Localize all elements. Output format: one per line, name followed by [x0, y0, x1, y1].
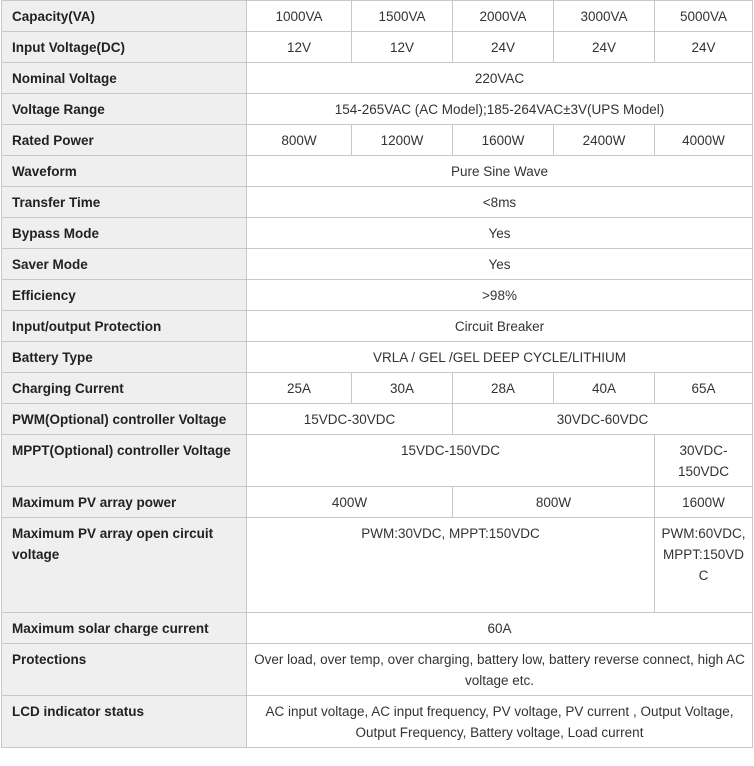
value-mppt-controller-2: 30VDC-150VDC: [655, 435, 753, 487]
value-capacity-1: 1000VA: [247, 1, 352, 32]
value-battery-type: VRLA / GEL /GEL DEEP CYCLE/LITHIUM: [247, 342, 753, 373]
value-charging-current-3: 28A: [453, 373, 554, 404]
label-mppt-controller: MPPT(Optional) controller Voltage: [2, 435, 247, 487]
row-max-pv-voc: [2, 518, 753, 613]
row-capacity: [2, 1, 753, 32]
row-saver-mode: [2, 249, 753, 280]
label-max-pv-voc: Maximum PV array open circuit voltage: [2, 518, 247, 613]
value-input-voltage-2: 12V: [352, 32, 453, 63]
value-max-pv-power-1: 400W: [247, 487, 453, 518]
value-rated-power-3: 1600W: [453, 125, 554, 156]
value-charging-current-4: 40A: [554, 373, 655, 404]
value-max-pv-power-3: 1600W: [655, 487, 753, 518]
row-battery-type: [2, 342, 753, 373]
label-input-voltage: Input Voltage(DC): [2, 32, 247, 63]
label-pwm-controller: PWM(Optional) controller Voltage: [2, 404, 247, 435]
label-charging-current: Charging Current: [2, 373, 247, 404]
value-capacity-5: 5000VA: [655, 1, 753, 32]
value-lcd-status: AC input voltage, AC input frequency, PV voltage, PV current , Output Voltage, Output Frequency, Battery voltage, Load current: [247, 696, 753, 748]
label-io-protection: Input/output Protection: [2, 311, 247, 342]
value-protections: Over load, over temp, over charging, battery low, battery reverse connect, high AC voltage etc.: [247, 644, 753, 696]
value-input-voltage-1: 12V: [247, 32, 352, 63]
value-saver-mode: Yes: [247, 249, 753, 280]
value-efficiency: >98%: [247, 280, 753, 311]
label-bypass-mode: Bypass Mode: [2, 218, 247, 249]
value-waveform: Pure Sine Wave: [247, 156, 753, 187]
value-bypass-mode: Yes: [247, 218, 753, 249]
label-lcd-status: LCD indicator status: [2, 696, 247, 748]
value-rated-power-2: 1200W: [352, 125, 453, 156]
label-transfer-time: Transfer Time: [2, 187, 247, 218]
label-protections: Protections: [2, 644, 247, 696]
row-nominal-voltage: [2, 63, 753, 94]
row-input-voltage: [2, 32, 753, 63]
value-nominal-voltage: 220VAC: [247, 63, 753, 94]
row-transfer-time: [2, 187, 753, 218]
row-waveform: [2, 156, 753, 187]
value-io-protection: Circuit Breaker: [247, 311, 753, 342]
spec-table: [1, 0, 753, 748]
value-capacity-2: 1500VA: [352, 1, 453, 32]
label-battery-type: Battery Type: [2, 342, 247, 373]
label-saver-mode: Saver Mode: [2, 249, 247, 280]
row-charging-current: [2, 373, 753, 404]
row-max-pv-power: [2, 487, 753, 518]
value-pwm-controller-2: 30VDC-60VDC: [453, 404, 753, 435]
row-pwm-controller: [2, 404, 753, 435]
label-max-pv-power: Maximum PV array power: [2, 487, 247, 518]
row-efficiency: [2, 280, 753, 311]
row-rated-power: [2, 125, 753, 156]
value-charging-current-2: 30A: [352, 373, 453, 404]
row-lcd-status: [2, 696, 753, 748]
value-max-pv-voc-2: PWM:60VDC, MPPT:150VDC: [655, 518, 753, 613]
value-input-voltage-4: 24V: [554, 32, 655, 63]
value-transfer-time: <8ms: [247, 187, 753, 218]
row-protections: [2, 644, 753, 696]
value-max-pv-power-2: 800W: [453, 487, 655, 518]
value-capacity-4: 3000VA: [554, 1, 655, 32]
value-max-pv-voc-1: PWM:30VDC, MPPT:150VDC: [247, 518, 655, 613]
value-rated-power-4: 2400W: [554, 125, 655, 156]
value-rated-power-1: 800W: [247, 125, 352, 156]
label-max-solar-current: Maximum solar charge current: [2, 613, 247, 644]
value-max-solar-current: 60A: [247, 613, 753, 644]
label-nominal-voltage: Nominal Voltage: [2, 63, 247, 94]
row-mppt-controller: [2, 435, 753, 487]
label-capacity: Capacity(VA): [2, 1, 247, 32]
value-charging-current-1: 25A: [247, 373, 352, 404]
value-pwm-controller-1: 15VDC-30VDC: [247, 404, 453, 435]
label-rated-power: Rated Power: [2, 125, 247, 156]
value-charging-current-5: 65A: [655, 373, 753, 404]
row-max-solar-current: [2, 613, 753, 644]
value-mppt-controller-1: 15VDC-150VDC: [247, 435, 655, 487]
value-input-voltage-5: 24V: [655, 32, 753, 63]
value-voltage-range: 154-265VAC (AC Model);185-264VAC±3V(UPS Model): [247, 94, 753, 125]
row-bypass-mode: [2, 218, 753, 249]
label-voltage-range: Voltage Range: [2, 94, 247, 125]
row-io-protection: [2, 311, 753, 342]
value-capacity-3: 2000VA: [453, 1, 554, 32]
value-rated-power-5: 4000W: [655, 125, 753, 156]
row-voltage-range: [2, 94, 753, 125]
value-input-voltage-3: 24V: [453, 32, 554, 63]
label-efficiency: Efficiency: [2, 280, 247, 311]
label-waveform: Waveform: [2, 156, 247, 187]
